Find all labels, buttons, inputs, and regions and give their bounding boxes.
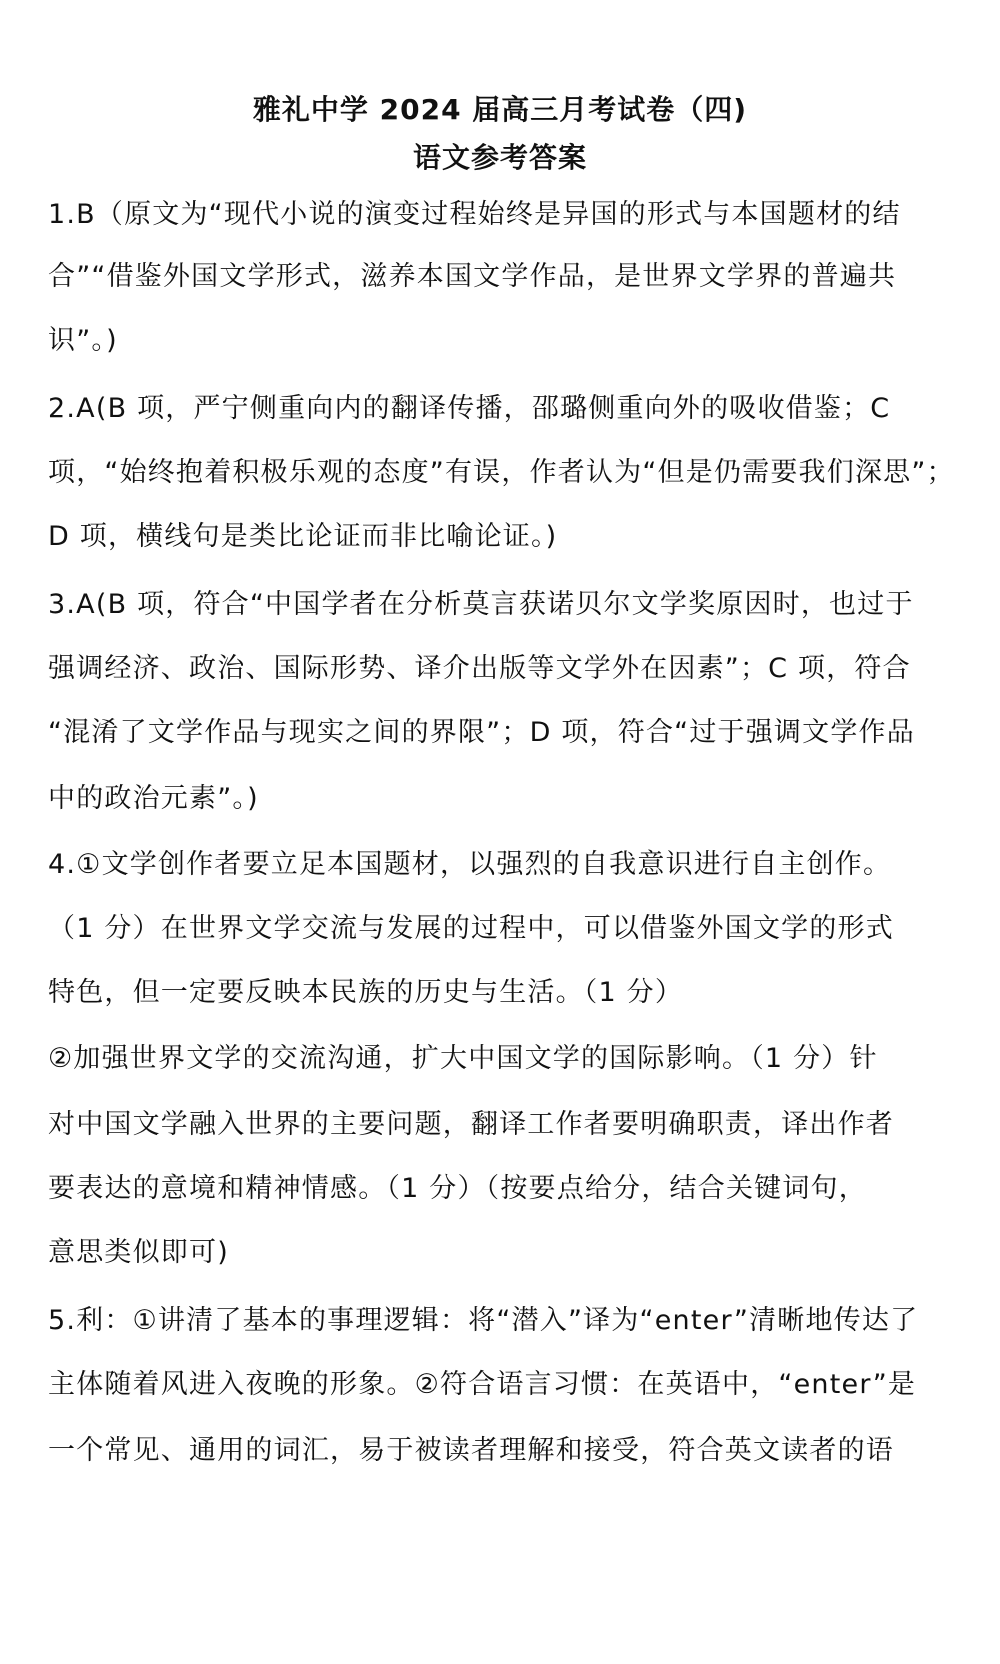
answer-2-line-2: 项，“始终抱着积极乐观的态度”有误，作者认为“但是仍需要我们深思”； [48,457,955,488]
answer-1-line-3: 识”。) [48,325,118,356]
answer-4-line-5: 对中国文学融入世界的主要问题，翻译工作者要明确职责，译出作者 [48,1109,894,1140]
answer-4-line-3: 特色，但一定要反映本民族的历史与生活。（1 分） [48,977,684,1008]
page-subtitle: 语文参考答案 [412,141,587,174]
answer-3-line-3: “混淆了文学作品与现实之间的界限”；D 项，符合“过于强调文学作品 [48,717,915,748]
page-title: 雅礼中学 2024 届高三月考试卷（四) [252,93,748,126]
answer-5-line-2: 主体随着风进入夜晚的形象。②符合语言习惯：在英语中，“enter”是 [48,1369,917,1400]
answer-1-line-2: 合”“借鉴外国文学形式，滋养本国文学作品，是世界文学界的普遍共 [48,261,897,292]
answer-1-line-1: 1.B（原文为“现代小说的演变过程始终是异国的形式与本国题材的结 [48,199,901,230]
answer-2-line-1: 2.A(B 项，严宁侧重向内的翻译传播，邵璐侧重向外的吸收借鉴；C [48,393,891,424]
answer-4-line-7: 意思类似即可) [48,1237,229,1268]
answer-4-line-6: 要表达的意境和精神情感。（1 分）（按要点给分，结合关键词句， [48,1173,867,1204]
answer-3-line-1: 3.A(B 项，符合“中国学者在分析莫言获诺贝尔文学奖原因时，也过于 [48,589,914,620]
answer-3-line-2: 强调经济、政治、国际形势、译介出版等文学外在因素”；C 项，符合 [48,653,911,684]
answer-3-line-4: 中的政治元素”。) [48,783,259,814]
answer-5-line-1: 5.利：①讲清了基本的事理逻辑：将“潜入”译为“enter”清晰地传达了 [48,1305,919,1336]
answer-4-line-1: 4.①文学创作者要立足本国题材，以强烈的自我意识进行自主创作。 [48,849,892,880]
answer-4-line-2: （1 分）在世界文学交流与发展的过程中，可以借鉴外国文学的形式 [48,913,894,944]
answer-5-line-3: 一个常见、通用的词汇，易于被读者理解和接受，符合英文读者的语 [48,1435,894,1466]
answer-2-line-3: D 项，横线句是类比论证而非比喻论证。) [48,521,558,552]
answer-4-line-4: ②加强世界文学的交流沟通，扩大中国文学的国际影响。（1 分）针 [48,1043,878,1074]
